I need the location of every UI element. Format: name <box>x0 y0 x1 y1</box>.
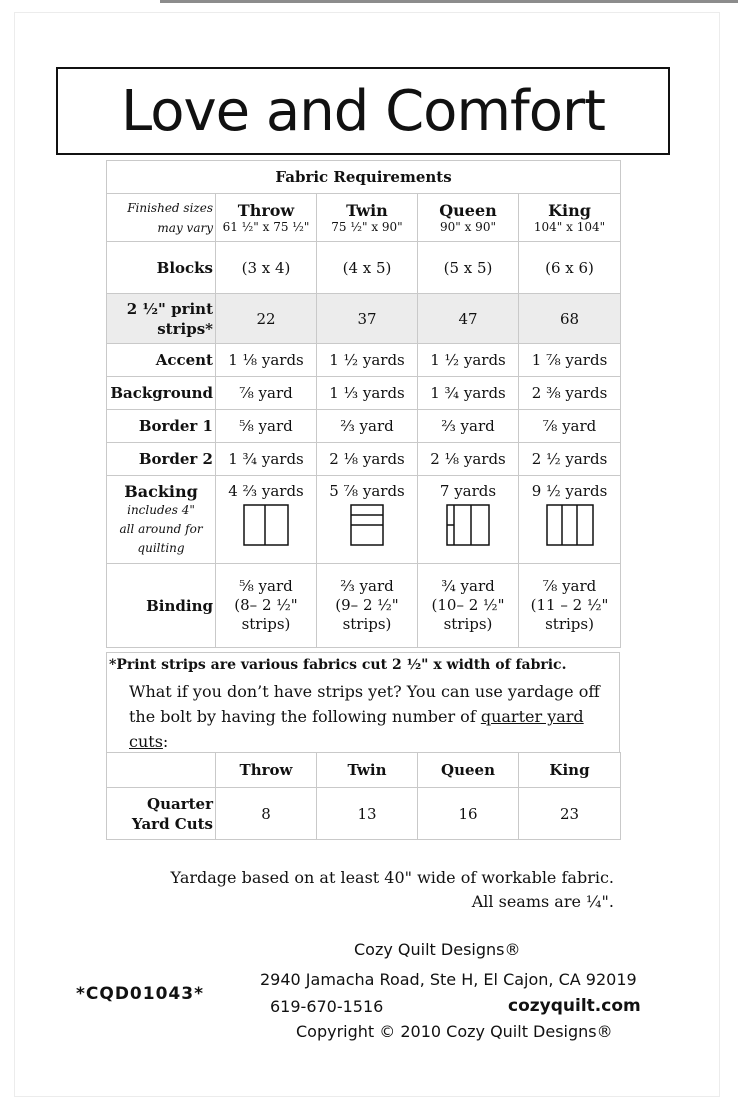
finished-sizes-line2: may vary <box>157 220 213 235</box>
binding-line3: strips) <box>545 615 594 633</box>
quarter-header-row <box>107 753 621 788</box>
pattern-code: *CQD01043* <box>76 984 204 1004</box>
binding-line3: strips) <box>443 615 493 633</box>
row-label: Background <box>107 377 216 410</box>
table-cell: (5 x 5) <box>418 242 519 294</box>
binding-row <box>107 564 621 648</box>
binding-line1: ⅞ yard <box>542 577 597 595</box>
finished-sizes-line1: Finished sizes <box>127 200 213 215</box>
binding-king <box>519 564 621 648</box>
row-label-line1: Quarter <box>147 794 213 813</box>
backing-note-line1: includes 4" <box>127 503 195 517</box>
column-header: Twin <box>317 753 418 788</box>
size-dims: 104" x 104" <box>533 220 606 234</box>
backing-layout-icon <box>546 504 594 546</box>
table-cell: 1 ¾ yards <box>418 377 519 410</box>
binding-queen <box>418 564 519 648</box>
backing-layout-icon <box>243 504 289 546</box>
yardage-note: Yardage based on at least 40" wide of workable fabric. <box>170 868 614 887</box>
quarter-values-row <box>107 788 621 840</box>
seams-note: All seams are ¼". <box>471 892 614 911</box>
table-cell: ⅔ yard <box>317 410 418 443</box>
table-cell: ⅞ yard <box>519 410 621 443</box>
size-dims: 75 ½" x 90" <box>331 220 403 234</box>
binding-line1: ⅝ yard <box>239 577 293 595</box>
backing-value: 7 yards <box>439 482 497 500</box>
table-cell: 8 <box>216 788 317 840</box>
row-label: Blocks <box>107 242 216 294</box>
company-name: Cozy Quilt Designs® <box>354 940 521 959</box>
table-cell: ⅔ yard <box>418 410 519 443</box>
binding-line2: (9– 2 ½" <box>335 596 399 614</box>
backing-queen <box>418 476 519 564</box>
size-twin <box>317 194 418 242</box>
table-cell: (6 x 6) <box>519 242 621 294</box>
table-cell: 13 <box>317 788 418 840</box>
binding-line2: (8– 2 ½" <box>234 596 298 614</box>
copyright: Copyright © 2010 Cozy Quilt Designs® <box>296 1022 613 1041</box>
company-address: 2940 Jamacha Road, Ste H, El Cajon, CA 92019 <box>260 970 637 989</box>
binding-line1: ¾ yard <box>441 577 495 595</box>
size-queen <box>418 194 519 242</box>
row-label <box>107 476 216 564</box>
row-label <box>107 788 216 840</box>
backing-value: 9 ½ yards <box>531 482 608 500</box>
table-cell: 1 ⅓ yards <box>317 377 418 410</box>
title-box <box>56 67 670 155</box>
size-throw <box>216 194 317 242</box>
table-cell: 37 <box>317 294 418 344</box>
table-heading: Fabric Requirements <box>107 161 621 194</box>
page-title: Love and Comfort <box>121 78 605 144</box>
table-cell: 1 ⅛ yards <box>216 344 317 377</box>
binding-line3: strips) <box>241 615 291 633</box>
note-bold-line: *Print strips are various fabrics cut 2 ½" x width of fabric. <box>109 657 567 673</box>
backing-label: Backing <box>124 482 198 501</box>
backing-note-line3: quilting <box>137 541 185 555</box>
backing-row <box>107 476 621 564</box>
table-cell: 1 ⅞ yards <box>519 344 621 377</box>
table-cell: 22 <box>216 294 317 344</box>
border2-row <box>107 443 621 476</box>
size-name: Queen <box>439 201 497 220</box>
table-cell: ⅞ yard <box>216 377 317 410</box>
row-label: Binding <box>107 564 216 648</box>
size-dims: 61 ½" x 75 ½" <box>222 220 310 234</box>
table-cell: 1 ½ yards <box>317 344 418 377</box>
backing-twin <box>317 476 418 564</box>
fabric-requirements-table <box>106 160 621 648</box>
table-cell: 2 ½ yards <box>519 443 621 476</box>
column-header: King <box>519 753 621 788</box>
binding-line3: strips) <box>342 615 392 633</box>
table-cell: 2 ⅛ yards <box>317 443 418 476</box>
quarter-yard-table <box>106 752 621 840</box>
finished-sizes-label <box>107 194 216 242</box>
size-king <box>519 194 621 242</box>
backing-value: 5 ⅞ yards <box>329 482 405 500</box>
blocks-row <box>107 242 621 294</box>
note-body <box>129 679 609 754</box>
table-cell: 23 <box>519 788 621 840</box>
border1-row <box>107 410 621 443</box>
size-name: Twin <box>346 201 388 220</box>
table-cell: 2 ⅛ yards <box>418 443 519 476</box>
binding-line2: (10– 2 ½" <box>431 596 505 614</box>
backing-layout-icon <box>446 504 490 546</box>
table-cell: 68 <box>519 294 621 344</box>
binding-line2: (11 – 2 ½" <box>530 596 609 614</box>
sizes-row <box>107 194 621 242</box>
print-strips-note <box>106 652 620 752</box>
row-label-line2: strips* <box>157 319 213 338</box>
row-label-line1: 2 ½" print <box>126 299 213 318</box>
row-label-line2: Yard Cuts <box>131 814 213 833</box>
company-website: cozyquilt.com <box>508 996 641 1016</box>
row-label: Accent <box>107 344 216 377</box>
top-divider <box>160 0 738 3</box>
size-name: Throw <box>237 201 295 220</box>
table-cell: 2 ⅜ yards <box>519 377 621 410</box>
row-label: Border 2 <box>107 443 216 476</box>
column-header: Queen <box>418 753 519 788</box>
size-name: King <box>548 201 591 220</box>
size-dims: 90" x 90" <box>440 220 496 234</box>
empty-header <box>107 753 216 788</box>
background-row <box>107 377 621 410</box>
note-body-text: What if you don’t have strips yet? You can use yardage off the bolt by having the following number of <box>129 682 600 726</box>
row-label: Border 1 <box>107 410 216 443</box>
table-cell: 47 <box>418 294 519 344</box>
accent-row <box>107 344 621 377</box>
table-cell: 1 ¾ yards <box>216 443 317 476</box>
backing-layout-icon <box>350 504 384 546</box>
backing-note-line2: all around for <box>119 522 203 536</box>
backing-value: 4 ⅔ yards <box>228 482 304 500</box>
note-underlined-text: quarter yard cuts <box>129 707 584 751</box>
company-phone: 619-670-1516 <box>270 997 384 1016</box>
binding-twin <box>317 564 418 648</box>
backing-king <box>519 476 621 564</box>
backing-throw <box>216 476 317 564</box>
binding-throw <box>216 564 317 648</box>
column-header: Throw <box>216 753 317 788</box>
table-cell: 16 <box>418 788 519 840</box>
print-strips-row <box>107 294 621 344</box>
table-cell: (3 x 4) <box>216 242 317 294</box>
binding-line1: ⅔ yard <box>340 577 394 595</box>
table-heading-row <box>107 161 621 194</box>
row-label <box>107 294 216 344</box>
table-cell: ⅝ yard <box>216 410 317 443</box>
note-body-end: : <box>162 732 169 751</box>
table-cell: 1 ½ yards <box>418 344 519 377</box>
table-cell: (4 x 5) <box>317 242 418 294</box>
